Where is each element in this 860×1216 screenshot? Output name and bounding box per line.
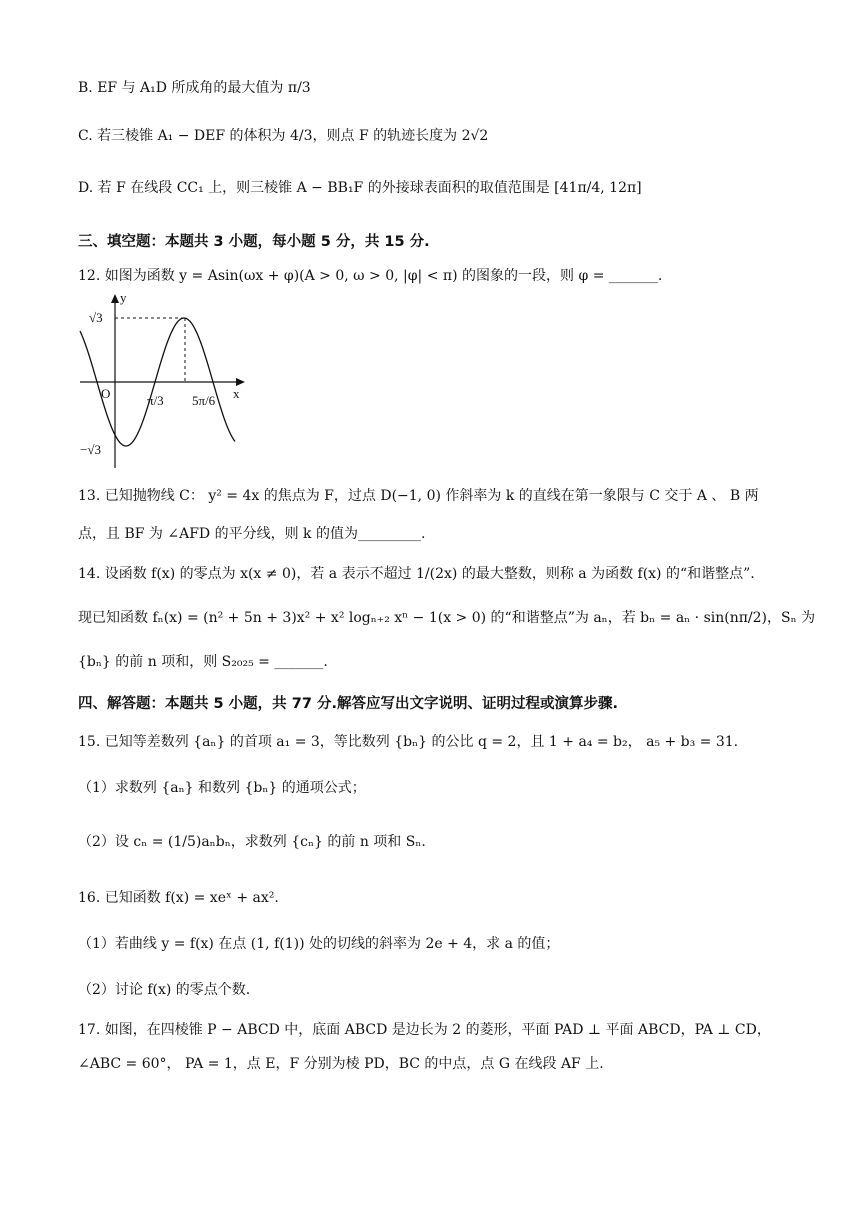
x-axis-label: x [233, 386, 240, 401]
x-tick-5pi-over-6: 5π/6 [192, 393, 216, 408]
q12-text: 12. 如图为函数 y = Asin(ωx + φ)(A > 0, ω > 0, |φ| < π) 的图象的一段，则 φ = _______. [78, 268, 663, 284]
q14-line1: 14. 设函数 f(x) 的零点为 x(x ≠ 0)，若 a 表示不超过 1/(2x) 的最大整数，则称 a 为函数 f(x) 的“和谐整点”. [78, 566, 755, 582]
section-4-heading: 四、解答题：本题共 5 小题，共 77 分.解答应写出文字说明、证明过程或演算步骤. [78, 696, 618, 712]
q11-option-d: D. 若 F 在线段 CC₁ 上，则三棱锥 A − BB₁F 的外接球表面积的取值范围是 [41π/4, 12π] [78, 180, 642, 196]
x-axis-arrow [236, 378, 245, 386]
y-axis-label: y [120, 290, 127, 305]
q15-part1: （1）求数列 {aₙ} 和数列 {bₙ} 的通项公式； [78, 780, 366, 796]
q17-line2: ∠ABC = 60°， PA = 1，点 E，F 分别为棱 PD，BC 的中点，点 G 在线段 AF 上. [78, 1056, 604, 1072]
q13-line1: 13. 已知抛物线 C： y² = 4x 的焦点为 F，过点 D(−1, 0) 作斜率为 k 的直线在第一象限与 C 交于 A 、 B 两 [78, 488, 759, 504]
x-tick-pi-over-3: π/3 [147, 393, 164, 408]
q14-line3: {bₙ} 的前 n 项和，则 S₂₀₂₅ = _______. [78, 654, 328, 670]
q11-option-c: C. 若三棱锥 A₁ − DEF 的体积为 4/3，则点 F 的轨迹长度为 2√2 [78, 128, 489, 144]
q16-part1: （1）若曲线 y = f(x) 在点 (1, f(1)) 处的切线的斜率为 2e + 4，求 a 的值； [78, 936, 560, 952]
sine-graph [75, 288, 260, 473]
q15-stem: 15. 已知等差数列 {aₙ} 的首项 a₁ = 3，等比数列 {bₙ} 的公比 q = 2，且 1 + a₄ = b₂， a₅ + b₃ = 31. [78, 734, 739, 750]
q14-line2: 现已知函数 fₙ(x) = (n² + 5n + 3)x² + x² logₙ₊₂ xⁿ − 1(x > 0) 的“和谐整点”为 aₙ，若 bₙ = aₙ · sin(nπ/2)，Sₙ 为 [78, 610, 816, 626]
q17-line1: 17. 如图，在四棱锥 P − ABCD 中，底面 ABCD 是边长为 2 的菱形，平面 PAD ⊥ 平面 ABCD，PA ⊥ CD， [78, 1022, 771, 1038]
q11-option-b: B. EF 与 A₁D 所成角的最大值为 π/3 [78, 80, 311, 96]
y-max-label: √3 [89, 310, 103, 325]
section-3-heading: 三、填空题：本题共 3 小题，每小题 5 分，共 15 分. [78, 234, 430, 250]
q16-stem: 16. 已知函数 f(x) = xeˣ + ax². [78, 890, 279, 906]
y-axis-arrow [111, 294, 119, 303]
q15-part2: （2）设 cₙ = (1/5)aₙbₙ，求数列 {cₙ} 的前 n 项和 Sₙ. [78, 834, 426, 850]
origin-label: O [101, 386, 111, 401]
q13-line2: 点，且 BF 为 ∠AFD 的平分线，则 k 的值为_________. [78, 526, 426, 542]
y-min-label: −√3 [80, 442, 101, 457]
q16-part2: （2）讨论 f(x) 的零点个数. [78, 982, 251, 998]
